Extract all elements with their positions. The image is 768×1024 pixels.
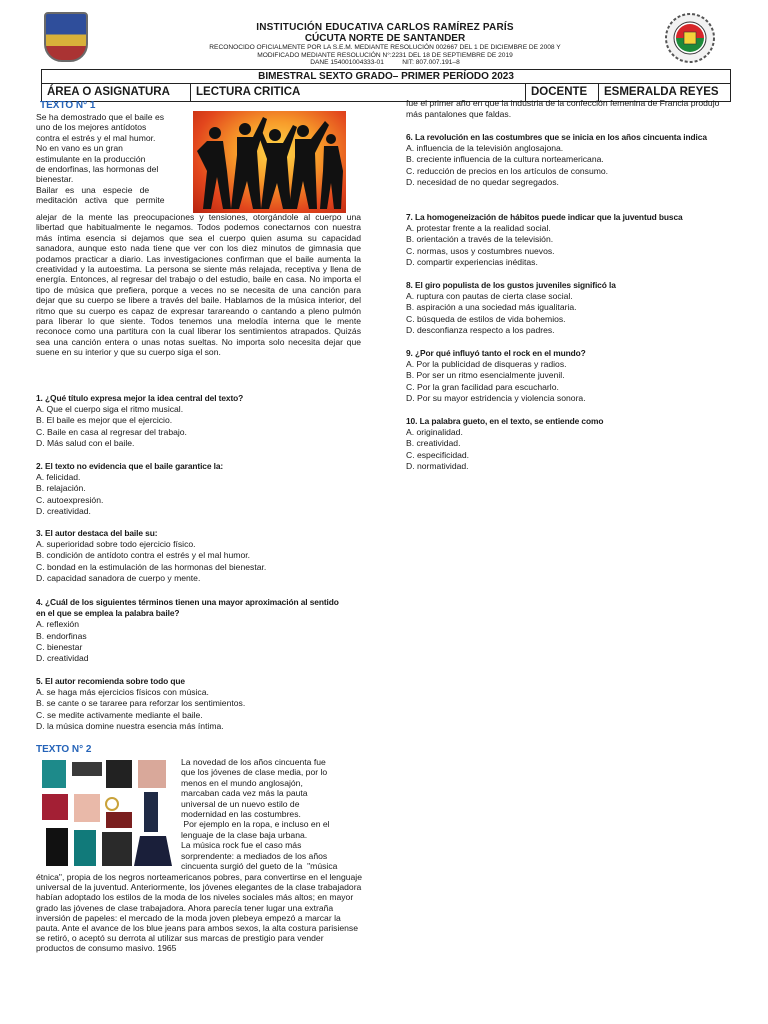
answer-option[interactable]: D. necesidad de no quedar segregados. <box>406 176 559 187</box>
institution-emblem-logo <box>656 12 724 64</box>
answer-option[interactable]: C. búsqueda de estilos de vida bohemios. <box>406 313 566 324</box>
question-6 <box>406 132 724 188</box>
answer-option[interactable]: A. se haga más ejercicios físicos con música. <box>36 687 209 698</box>
area-label: ÁREA O ASIGNATURA <box>42 84 191 101</box>
texto-1-line: uno de los mejores antídotos <box>36 122 147 133</box>
texto-2-line: que los jóvenes de clase media, por lo <box>181 767 328 778</box>
question-title: 9. ¿Por qué influyó tanto el rock en el mundo? <box>406 348 586 358</box>
texto-2-line: marcaban cada vez más la pauta <box>181 788 308 799</box>
question-2 <box>36 461 366 517</box>
answer-option[interactable]: C. autoexpresión. <box>36 494 104 505</box>
docente-label: DOCENTE <box>526 84 599 101</box>
question-8 <box>406 280 724 336</box>
school-crest-logo <box>44 12 88 62</box>
question-title: 8. El giro populista de los gustos juveniles significó la <box>406 280 616 290</box>
texto-2-line: modernidad en las costumbres. <box>181 809 301 820</box>
answer-option[interactable]: A. originalidad. <box>406 427 463 438</box>
answer-option[interactable]: D. normatividad. <box>406 460 469 471</box>
answer-option[interactable]: C. bondad en la estimulación de las hormonas del bienestar. <box>36 561 267 572</box>
answer-option[interactable]: A. influencia de la televisión anglosajona. <box>406 143 564 154</box>
answer-option[interactable]: C. Por la gran facilidad para escucharlo. <box>406 381 559 392</box>
question-9 <box>406 348 724 404</box>
question-title: 7. La homogeneización de hábitos puede indicar que la juventud busca <box>406 212 683 222</box>
question-title: 1. ¿Qué título expresa mejor la idea central del texto? <box>36 393 244 403</box>
question-5 <box>36 676 366 732</box>
texto-1-line: bienestar. <box>36 174 74 185</box>
texto-2-body: étnica", propia de los negros norteamericanos pobres, para convertirse en el lenguaje universal de la juventud. Anteriormente, los jóvenes elegantes de la clase trabajadora habían adoptado los estilos de la moda de los niveles sociales más altos; en mayor grado las jóvenes de clase trabajadora. Ahora parecía tener lugar una extraña inversión de papeles: el mercado de la moda joven plebeya empezó a marcar la pauta. Ante el avance de los blue jeans para ambos sexos, la alta costura parisiense se retiró, o aceptó su derrota al utilizar sus marcas de prestigio para vender productos de consumo masivo. 1965 <box>36 872 362 954</box>
answer-option[interactable]: A. superioridad sobre todo ejercicio físico. <box>36 539 196 550</box>
texto-2-line: universal de un nuevo estilo de <box>181 798 300 809</box>
answer-option[interactable]: D. Por su mayor estridencia y violencia sonora. <box>406 392 586 403</box>
answer-option[interactable]: D. capacidad sanadora de cuerpo y mente. <box>36 572 201 583</box>
texto-2-line: lenguaje de la clase baja urbana. <box>181 829 308 840</box>
answer-option[interactable]: C. se medite activamente mediante el baile. <box>36 709 203 720</box>
question-3 <box>36 528 366 584</box>
answer-option[interactable]: B. se cante o se tararee para reforzar los sentimientos. <box>36 698 246 709</box>
texto-2-line: La novedad de los años cincuenta fue <box>181 757 326 767</box>
texto-1-line: estimulante en la producción <box>36 153 146 164</box>
answer-option[interactable]: A. protestar frente a la realidad social. <box>406 223 551 234</box>
answer-option[interactable]: B. condición de antídoto contra el estrés y el mal humor. <box>36 550 251 561</box>
answer-option[interactable]: A. felicidad. <box>36 472 81 483</box>
texto-2-line: Por ejemplo en la ropa, e incluso en el <box>181 819 330 830</box>
area-value: LECTURA CRITICA <box>191 84 526 101</box>
question-4 <box>36 597 346 664</box>
question-7 <box>406 212 724 268</box>
answer-option[interactable]: C. reducción de precios en los artículos de consumo. <box>406 165 609 176</box>
docente-value: ESMERALDA REYES <box>604 86 719 98</box>
answer-option[interactable]: D. compartir experiencias inéditas. <box>406 256 538 267</box>
answer-option[interactable]: C. normas, usos y costumbres nuevos. <box>406 245 555 256</box>
texto-2-title: TEXTO N° 2 <box>36 744 92 755</box>
question-1 <box>36 393 366 449</box>
answer-option[interactable]: D. creatividad. <box>36 505 91 516</box>
resolution-line-1: RECONOCIDO OFICIALMENTE POR LA S.E.M. MEDIANTE RESOLUCIÓN 002667 DEL 1 DE DICIEMBRE DE 2008 Y <box>209 44 561 51</box>
answer-option[interactable]: D. desconfianza respecto a los padres. <box>406 324 555 335</box>
answer-option[interactable]: B. creatividad. <box>406 438 461 449</box>
answer-option[interactable]: C. bienestar <box>36 641 83 652</box>
question-10 <box>406 416 724 472</box>
answer-option[interactable]: A. reflexión <box>36 619 79 630</box>
texto-1-intro <box>36 112 186 206</box>
clothing-collage-image <box>40 758 174 870</box>
answer-option[interactable]: B. relajación. <box>36 483 86 494</box>
institution-city: CÚCUTA NORTE DE SANTANDER <box>304 33 466 44</box>
resolution-line-2: MODIFICADO MEDIANTE RESOLUCIÓN N°:2231 DEL 18 DE SEPTIEMBRE DE 2019 <box>257 51 513 59</box>
answer-option[interactable]: B. Por ser un ritmo esencialmente juvenil. <box>406 370 565 381</box>
answer-option[interactable]: B. creciente influencia de la cultura norteamericana. <box>406 154 604 165</box>
texto-2-continuation: fue el primer año en que la industria de la confección femenina de Francia produjo más pantalones que faldas. <box>406 98 720 119</box>
answer-option[interactable]: B. aspiración a una sociedad más igualitaria. <box>406 302 577 313</box>
texto-1-line: de endorfinas, las hormonas del <box>36 164 159 175</box>
answer-option[interactable]: B. endorfinas <box>36 630 87 641</box>
texto-2-line: La música rock fue el caso más <box>181 840 302 851</box>
answer-option[interactable]: C. especificidad. <box>406 449 470 460</box>
texto-1-line: No en vano es un gran <box>36 143 123 154</box>
answer-option[interactable]: D. creatividad <box>36 653 89 664</box>
answer-option[interactable]: D. la música domine nuestra esencia más íntima. <box>36 720 224 731</box>
dancers-silhouette-image <box>193 111 346 213</box>
texto-1-line: contra el estrés y el mal humor. <box>36 132 156 143</box>
answer-option[interactable]: A. Que el cuerpo siga el ritmo musical. <box>36 404 184 415</box>
texto-2-line: cincuenta surgió del gueto de la "música <box>181 861 338 872</box>
question-title: 5. El autor recomienda sobre todo que <box>36 676 185 686</box>
answer-option[interactable]: A. ruptura con pautas de cierta clase social. <box>406 291 573 302</box>
texto-1-line: Bailar es una especie de <box>36 184 150 195</box>
question-title: 10. La palabra gueto, en el texto, se entiende como <box>406 416 604 426</box>
question-title: 2. El texto no evidencia que el baile garantice la: <box>36 461 224 471</box>
texto-1-title: TEXTO N° 1 <box>40 100 96 111</box>
answer-option[interactable]: B. orientación a través de la televisión. <box>406 234 554 245</box>
answer-option[interactable]: B. El baile es mejor que el ejercicio. <box>36 415 173 426</box>
question-title: 4. ¿Cuál de los siguientes términos tienen una mayor aproximación al sentido en el que se emplea la palabra baile? <box>36 597 339 619</box>
answer-option[interactable]: C. Baile en casa al regresar del trabajo. <box>36 426 187 437</box>
question-title: 3. El autor destaca del baile su: <box>36 528 158 538</box>
texto-1-line: Se ha demostrado que el baile es <box>36 112 165 122</box>
answer-option[interactable]: A. Por la publicidad de disqueras y radios. <box>406 359 567 370</box>
texto-2-line: sorprendente: a mediados de los años <box>181 850 328 861</box>
exam-title: BIMESTRAL SEXTO GRADO– PRIMER PERÍODO 2023 <box>42 70 730 84</box>
institution-name: INSTITUCIÓN EDUCATIVA CARLOS RAMÍREZ PARÍS <box>256 22 514 33</box>
texto-1-line: meditación activa que permite <box>36 195 165 206</box>
answer-option[interactable]: D. Más salud con el baile. <box>36 437 135 448</box>
question-title: 6. La revolución en las costumbres que se inicia en los años cincuenta indica <box>406 132 707 142</box>
texto-2-intro <box>181 757 366 871</box>
texto-1-body: alejar de la mente las preocupaciones y tensiones, otorgándole al cuerpo una libertad que habitualmente le negamos. Todos podemos conectarnos con nuestra más íntima esencia si dejamos que sea el cuerpo quien asuma su capacidad sanadora, aunque esto nada tiene que ver con los diez minutos de gimnasia que podamos practicar a diario. Las investigaciones confirman que el baile aumenta la creatividad y la autoestima. La persona se siente más relajada, receptiva y llena de energía. Entonces, al regresar del trabajo o del estudio, baile en casa. No importa el tipo de música que prefiera, porque a veces no se necesita de una canción para dejar que su cuerpo se libere a través del baile. Hablamos de la música interior, del ritmo que su cuerpo es capaz de expresar tarareando o cantando a pleno pulmón para liberar lo que siente. Todos tenemos una melodía interna que le mente reconoce como una partitura con la cual liberar los sentimientos atrapados. Quizás sea una canción entera o unas notas sueltas. No importa solo necesita dejar que suene en su interior y que su cuerpo siga el son. <box>36 212 361 358</box>
texto-2-line: menos en el mundo anglosajón, <box>181 777 303 788</box>
dane-nit-line: DANE 154001004333-01 NIT: 807.007.191–8 <box>310 59 460 66</box>
